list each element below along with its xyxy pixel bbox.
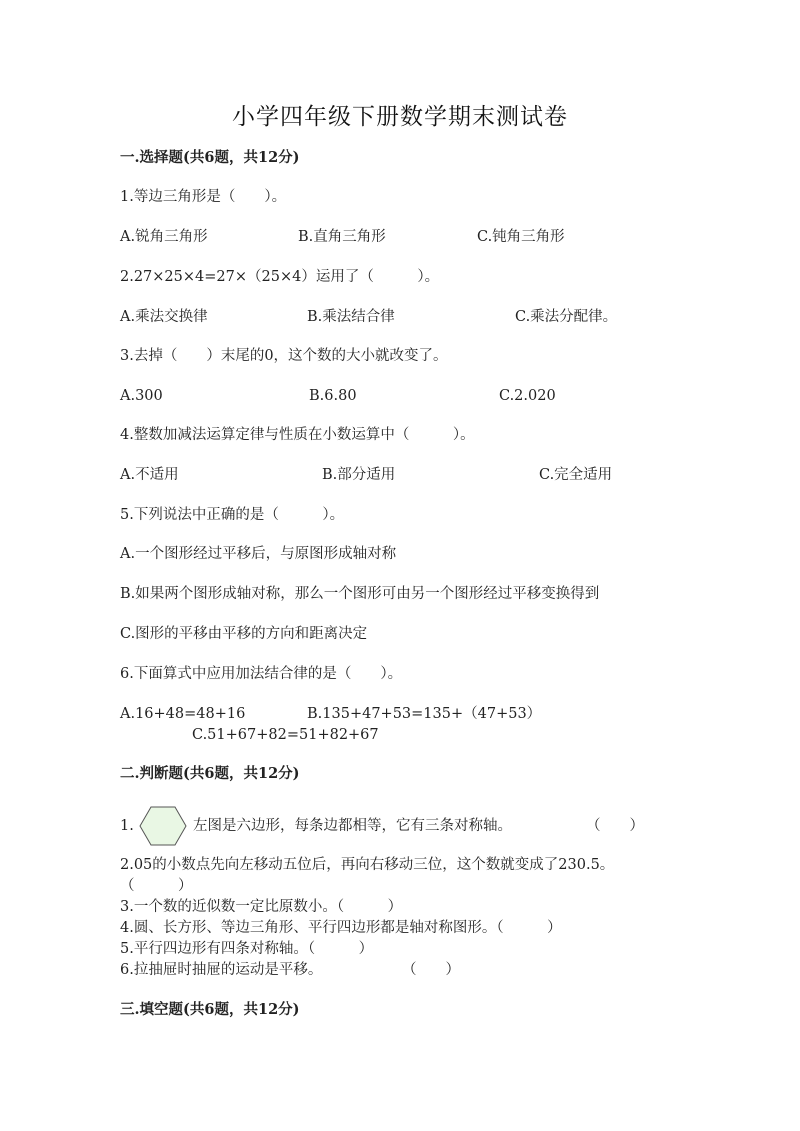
- choice-q2-option-c: C.乘法分配律。: [515, 309, 618, 325]
- choice-q3-option-b: B.6.80: [309, 388, 357, 404]
- judge-q1-text: 左图是六边形，每条边都相等，它有三条对称轴。: [193, 818, 512, 834]
- hexagon-icon: [139, 806, 187, 846]
- choice-q4-option-a: A.不适用: [120, 467, 179, 483]
- choice-q5-option-a: A.一个图形经过平移后，与原图形成轴对称: [120, 546, 397, 562]
- choice-q1-option-a: A.锐角三角形: [120, 229, 208, 245]
- judge-q1-number: 1.: [120, 818, 134, 834]
- choice-q6-option-c: C.51+67+82=51+82+67: [192, 727, 379, 743]
- choice-q6-option-b: B.135+47+53=135+（47+53）: [307, 706, 542, 722]
- judge-q3-text: 3.一个数的近似数一定比原数小。（ ）: [120, 899, 403, 915]
- choice-q4-option-b: B.部分适用: [322, 467, 396, 483]
- choice-q5-option-b: B.如果两个图形成轴对称，那么一个图形可由另一个图形经过平移变换得到: [120, 586, 600, 602]
- judge-q2-answer-blank: （ ）: [120, 878, 193, 894]
- section-heading-judge: 二.判断题(共6题，共12分): [120, 765, 300, 782]
- choice-q5-stem: 5.下列说法中正确的是（ ）。: [120, 507, 345, 523]
- page-title: 小学四年级下册数学期末测试卷: [232, 104, 568, 130]
- judge-q6-answer-blank: （ ）: [402, 962, 460, 978]
- choice-q3-stem: 3.去掉（ ）末尾的0，这个数的大小就改变了。: [120, 348, 448, 364]
- choice-q2-option-a: A.乘法交换律: [120, 309, 208, 325]
- choice-q6-stem: 6.下面算式中应用加法结合律的是（ ）。: [120, 666, 403, 682]
- choice-q4-option-c: C.完全适用: [539, 467, 613, 483]
- section-heading-fill: 三.填空题(共6题，共12分): [120, 1001, 300, 1018]
- choice-q2-stem: 2.27×25×4=27×（25×4）运用了（ ）。: [120, 269, 440, 285]
- choice-q6-option-a: A.16+48=48+16: [120, 706, 246, 722]
- judge-q5-text: 5.平行四边形有四条对称轴。（ ）: [120, 941, 374, 957]
- choice-q1-option-b: B.直角三角形: [298, 229, 386, 245]
- judge-q2-text: 2.05的小数点先向左移动五位后，再向右移动三位，这个数就变成了230.5。: [120, 857, 615, 873]
- choice-q1-stem: 1.等边三角形是（ ）。: [120, 189, 287, 205]
- judge-q1-answer-blank: （ ）: [586, 818, 644, 834]
- choice-q2-option-b: B.乘法结合律: [307, 309, 395, 325]
- choice-q5-option-c: C.图形的平移由平移的方向和距离决定: [120, 626, 368, 642]
- choice-q3-option-a: A.300: [120, 388, 163, 404]
- section-heading-choice: 一.选择题(共6题，共12分): [120, 149, 300, 166]
- judge-q4-text: 4.圆、长方形、等边三角形、平行四边形都是轴对称图形。（ ）: [120, 920, 562, 936]
- judge-q6-text: 6.拉抽屉时抽屉的运动是平移。: [120, 962, 323, 978]
- choice-q1-option-c: C.钝角三角形: [477, 229, 565, 245]
- choice-q4-stem: 4.整数加减法运算定律与性质在小数运算中（ ）。: [120, 427, 475, 443]
- hexagon-figure: [139, 806, 187, 846]
- choice-q3-option-c: C.2.020: [499, 388, 556, 404]
